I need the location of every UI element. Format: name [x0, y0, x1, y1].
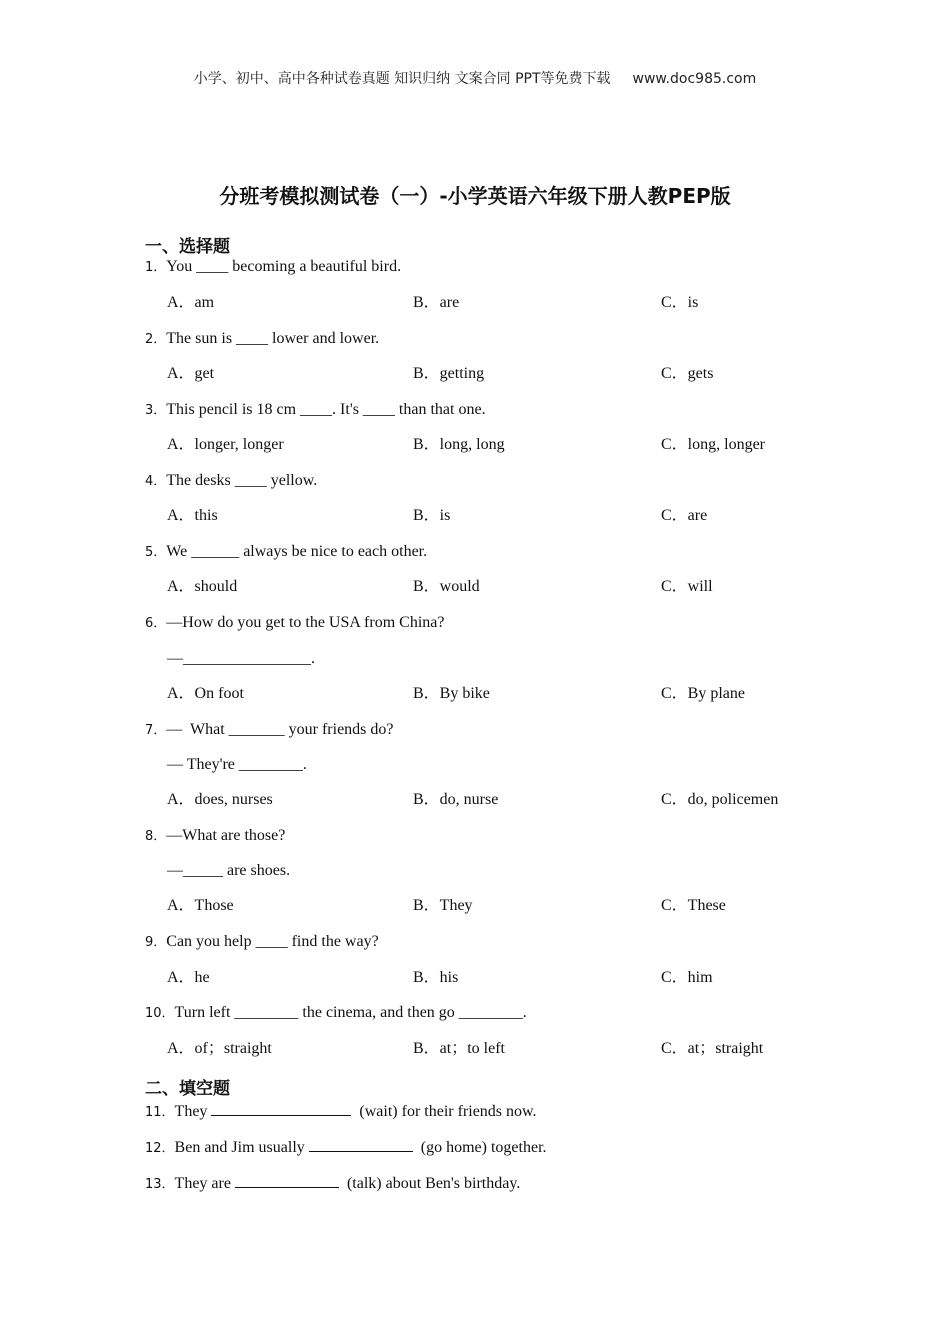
question-number: 10． — [145, 1006, 175, 1021]
option-c: C．at；straight — [661, 1040, 764, 1057]
option-c: C．do, policemen — [661, 791, 779, 808]
option-b: B．By bike — [413, 685, 490, 702]
option-a: A．am — [167, 294, 215, 311]
option-c: C．long, longer — [661, 436, 765, 453]
question-text-before: They are — [174, 1175, 231, 1192]
section-heading-fill: 二、填空题 — [145, 1079, 230, 1099]
option-a: A．get — [167, 365, 215, 382]
question-text: — What _______ your friends do? — [166, 721, 394, 738]
answer-blank[interactable] — [211, 1099, 351, 1116]
question-text-after: (go home) together. — [420, 1139, 547, 1156]
option-b: B．They — [413, 897, 473, 914]
option-b: B．are — [413, 294, 460, 311]
option-c: C．are — [661, 507, 708, 524]
question-text-after: (wait) for their friends now. — [359, 1103, 537, 1120]
question-12 — [145, 1135, 547, 1159]
question-text: The desks ____ yellow. — [166, 472, 318, 489]
question-text: Turn left ________ the cinema, and then go ________. — [174, 1004, 527, 1021]
option-a: A．this — [167, 507, 218, 524]
question-7 — [145, 720, 394, 741]
question-text: The sun is ____ lower and lower. — [166, 330, 380, 347]
question-number: 5． — [145, 545, 167, 560]
question-text-before: They — [174, 1103, 208, 1120]
question-number: 12． — [145, 1141, 175, 1156]
question-7-reply: — They're ________. — [167, 756, 307, 773]
option-c: C．him — [661, 969, 713, 986]
option-a: A．longer, longer — [167, 436, 284, 453]
question-text: We ______ always be nice to each other. — [166, 543, 428, 560]
question-1 — [145, 257, 401, 278]
question-text: Can you help ____ find the way? — [166, 933, 379, 950]
option-b: B．getting — [413, 365, 485, 382]
question-8 — [145, 826, 285, 847]
question-number: 3． — [145, 403, 167, 418]
question-text: —What are those? — [166, 827, 286, 844]
question-number: 4． — [145, 474, 167, 489]
option-b: B．is — [413, 507, 451, 524]
option-b: B．do, nurse — [413, 791, 499, 808]
option-a: A．should — [167, 578, 238, 595]
option-c: C．is — [661, 294, 699, 311]
header-site: www.doc985.com — [632, 71, 757, 87]
question-text-after: (talk) about Ben's birthday. — [346, 1175, 521, 1192]
option-a: A．does, nurses — [167, 791, 273, 808]
question-number: 7． — [145, 723, 167, 738]
option-c: C．will — [661, 578, 713, 595]
option-c: C．By plane — [661, 685, 745, 702]
question-text: This pencil is 18 cm ____. It's ____ than that one. — [166, 401, 486, 418]
question-9 — [145, 932, 379, 953]
answer-blank[interactable] — [309, 1135, 413, 1152]
option-a: A．he — [167, 969, 210, 986]
section-heading-choice: 一、选择题 — [145, 237, 230, 257]
question-text: You ____ becoming a beautiful bird. — [166, 258, 402, 275]
question-11 — [145, 1099, 537, 1123]
option-a: A．On foot — [167, 685, 244, 702]
option-c: C．These — [661, 897, 726, 914]
option-b: B．long, long — [413, 436, 505, 453]
page-header — [0, 68, 950, 88]
question-number: 11． — [145, 1105, 175, 1120]
question-number: 1． — [145, 260, 167, 275]
question-number: 6． — [145, 616, 167, 631]
option-c: C．gets — [661, 365, 714, 382]
document-title: 分班考模拟测试卷（一）-小学英语六年级下册人教PEP版 — [219, 184, 731, 208]
question-4 — [145, 471, 317, 492]
option-a: A．of；straight — [167, 1040, 272, 1057]
question-2 — [145, 329, 379, 350]
option-b: B．would — [413, 578, 480, 595]
option-a: A．Those — [167, 897, 234, 914]
question-text: —How do you get to the USA from China? — [166, 614, 445, 631]
question-8-reply: —_____ are shoes. — [167, 862, 291, 879]
question-number: 8． — [145, 829, 167, 844]
question-13 — [145, 1171, 520, 1195]
question-3 — [145, 400, 486, 421]
answer-blank[interactable] — [235, 1171, 339, 1188]
question-6-reply: —________________. — [167, 650, 315, 667]
question-number: 13． — [145, 1177, 175, 1192]
option-b: B．his — [413, 969, 459, 986]
option-b: B．at；to left — [413, 1040, 505, 1057]
question-text-before: Ben and Jim usually — [174, 1139, 305, 1156]
question-number: 2． — [145, 332, 167, 347]
question-number: 9． — [145, 935, 167, 950]
question-6 — [145, 613, 444, 634]
question-10 — [145, 1003, 527, 1024]
question-5 — [145, 542, 427, 563]
header-text: 小学、初中、高中各种试卷真题 知识归纳 文案合同 PPT等免费下载 — [193, 71, 611, 87]
